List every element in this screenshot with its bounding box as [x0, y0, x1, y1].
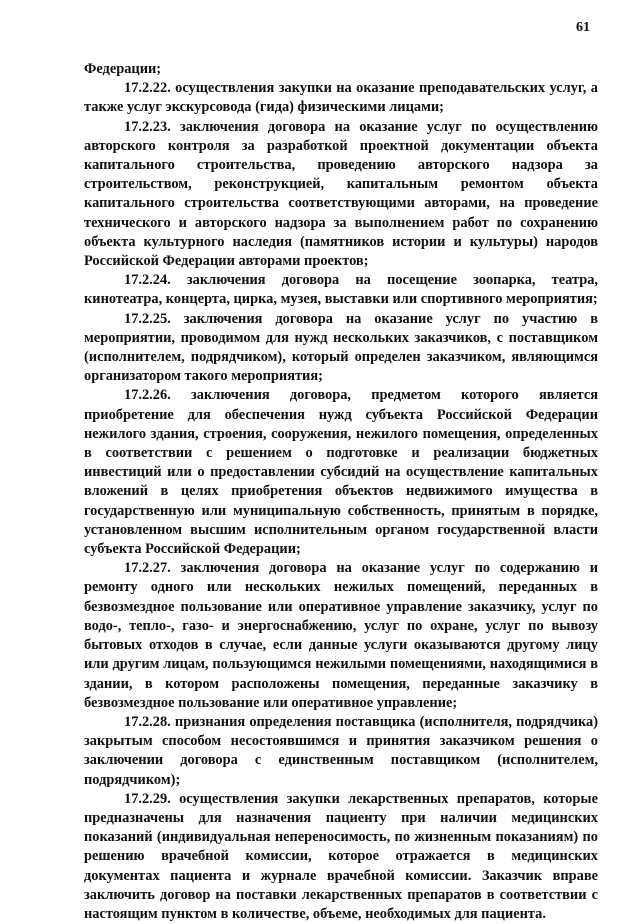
- paragraph-17-2-29: 17.2.29. осуществления закупки лекарственных препаратов, которые предназначены для назначения пациенту при наличии медицинских показаний (индивидуальная непереносимость, по жизненным показаниям) по решению врачебной комиссии, которое отражается в медицинских документах пациента и журнале врачебной комиссии. Заказчик вправе заключить договор на поставки лекарственных препаратов в соответствии с настоящим пунктом в количестве, объеме, необходимых для пациента.: [84, 790, 598, 922]
- paragraph-17-2-28: 17.2.28. признания определения поставщика (исполнителя, подрядчика) закрытым способом несостоявшимся и принятия заказчиком решения о заключении договора с единственным поставщиком (исполнителем, подрядчиком);: [84, 713, 598, 788]
- paragraph-17-2-25: 17.2.25. заключения договора на оказание услуг по участию в мероприятии, проводимом для нужд нескольких заказчиков, с поставщиком (исполнителем, подрядчиком), который определен заказчиком, являющимся организатором такого мероприятия;: [84, 310, 598, 385]
- paragraph-17-2-24: 17.2.24. заключения договора на посещение зоопарка, театра, кинотеатра, концерта, цирка, музея, выставки или спортивного мероприятия;: [84, 272, 598, 308]
- document-body: [84, 60, 598, 924]
- paragraph-17-2-22: 17.2.22. осуществления закупки на оказание преподавательских услуг, а также услуг экскурсовода (гида) физическими лицами;: [84, 80, 598, 116]
- paragraph-continuation: Федерации;: [84, 61, 162, 77]
- page-number: 61: [576, 20, 590, 35]
- paragraph-17-2-27: 17.2.27. заключения договора на оказание услуг по содержанию и ремонту одного или нескольких нежилых помещений, переданных в безвозмездное пользование или оперативное управление заказчику, услуг по водо-, тепло-, газо- и энергоснабжению, услуг по охране, услуг по вывозу бытовых отходов в случае, если данные услуги оказываются другому лицу или другим лицам, пользующимся нежилыми помещениями, находящимися в здании, в котором расположены помещения, переданные заказчику в безвозмездное пользование или оперативное управление;: [84, 560, 598, 711]
- paragraph-17-2-23: 17.2.23. заключения договора на оказание услуг по осуществлению авторского контроля за разработкой проектной документации объекта капитального строительства, проведению авторского надзора за строительством, реконструкцией, капитальным ремонтом объекта капитального строительства соответствующими авторами, на проведение технического и авторского надзора за выполнением работ по сохранению объекта культурного наследия (памятников истории и культуры) народов Российской Федерации авторами проектов;: [84, 118, 598, 270]
- paragraph-17-2-26: 17.2.26. заключения договора, предметом которого является приобретение для обеспечения нужд субъекта Российской Федерации нежилого здания, строения, сооружения, нежилого помещения, определенных в соответствии с решением о подготовке и реализации бюджетных инвестиций или о предоставлении субсидий на осуществление капитальных вложений в целях приобретения объектов недвижимого имущества в государственную или муниципальную собственность, принятым в порядке, установленном высшим исполнительным органом государственной власти субъекта Российской Федерации;: [84, 387, 598, 558]
